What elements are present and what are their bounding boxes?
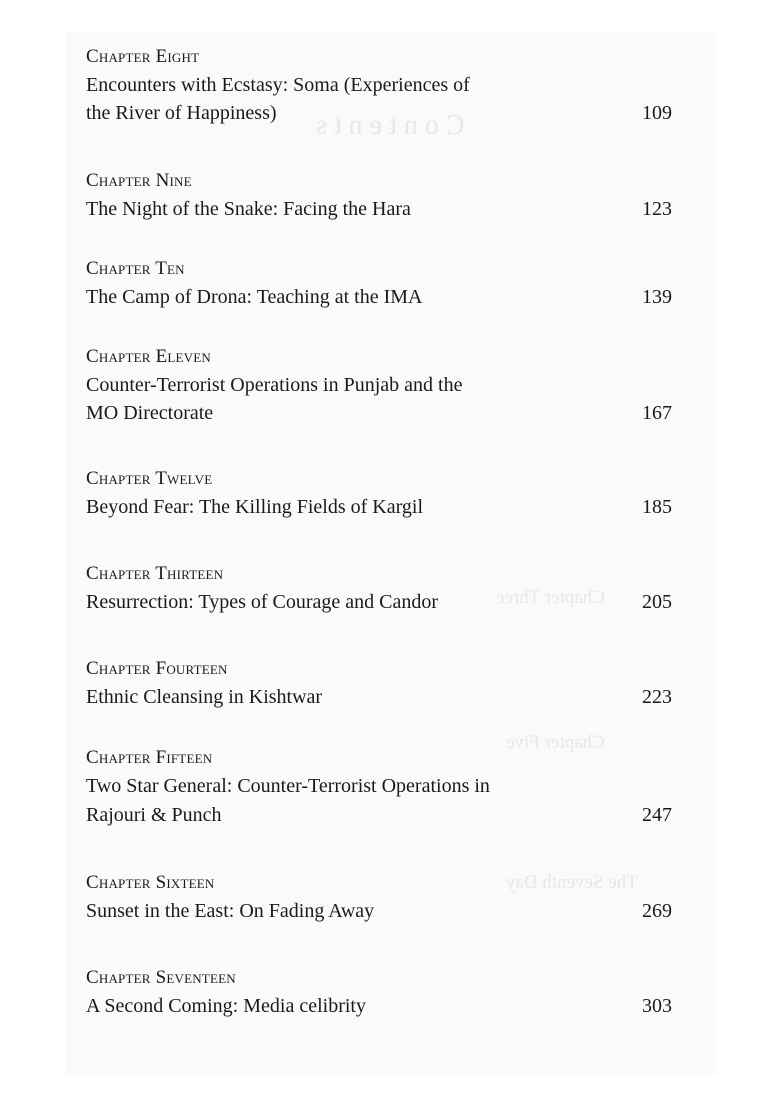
chapter-title: Sunset in the East: On Fading Away <box>86 900 375 922</box>
chapter-label: Chapter Nine <box>86 170 192 191</box>
chapter-label: Chapter Ten <box>86 258 185 279</box>
chapter-title: Ethnic Cleansing in Kishtwar <box>86 686 323 708</box>
chapter-label: Chapter Twelve <box>86 468 213 489</box>
show-through-bleed: Chapter Three <box>496 587 605 608</box>
chapter-title: MO Directorate <box>86 402 214 424</box>
page-number: 205 <box>642 591 672 613</box>
page-number: 303 <box>642 995 672 1017</box>
chapter-title: The Camp of Drona: Teaching at the IMA <box>86 286 423 308</box>
chapter-label: Chapter Thirteen <box>86 563 224 584</box>
page-number: 269 <box>642 900 672 922</box>
book-page <box>66 32 716 1074</box>
chapter-title: Beyond Fear: The Killing Fields of Kargil <box>86 496 424 518</box>
chapter-title: The Night of the Snake: Facing the Hara <box>86 198 411 220</box>
page-number: 185 <box>642 496 672 518</box>
chapter-title: Resurrection: Types of Courage and Candor <box>86 591 439 613</box>
chapter-label: Chapter Eight <box>86 46 200 67</box>
chapter-label: Chapter Fifteen <box>86 747 213 768</box>
chapter-title: A Second Coming: Media celibrity <box>86 995 366 1017</box>
show-through-bleed: C o n t e n t s <box>316 110 465 141</box>
page-number: 223 <box>642 686 672 708</box>
chapter-title: Rajouri & Punch <box>86 804 222 826</box>
chapter-title: Counter-Terrorist Operations in Punjab and the <box>86 374 463 396</box>
page-number: 123 <box>642 198 672 220</box>
show-through-bleed: The Seventh Day <box>506 872 638 893</box>
chapter-title: Encounters with Ecstasy: Soma (Experiences of <box>86 74 470 96</box>
chapter-label: Chapter Sixteen <box>86 872 215 893</box>
page-number: 167 <box>642 402 672 424</box>
chapter-label: Chapter Fourteen <box>86 658 228 679</box>
chapter-title: the River of Happiness) <box>86 102 277 124</box>
page-number: 139 <box>642 286 672 308</box>
chapter-label: Chapter Eleven <box>86 346 211 367</box>
chapter-title: Two Star General: Counter-Terrorist Operations in <box>86 775 490 797</box>
page-number: 109 <box>642 102 672 124</box>
chapter-label: Chapter Seventeen <box>86 967 236 988</box>
page-number: 247 <box>642 804 672 826</box>
table-of-contents <box>66 32 716 1074</box>
show-through-bleed: Chapter Five <box>506 732 605 753</box>
